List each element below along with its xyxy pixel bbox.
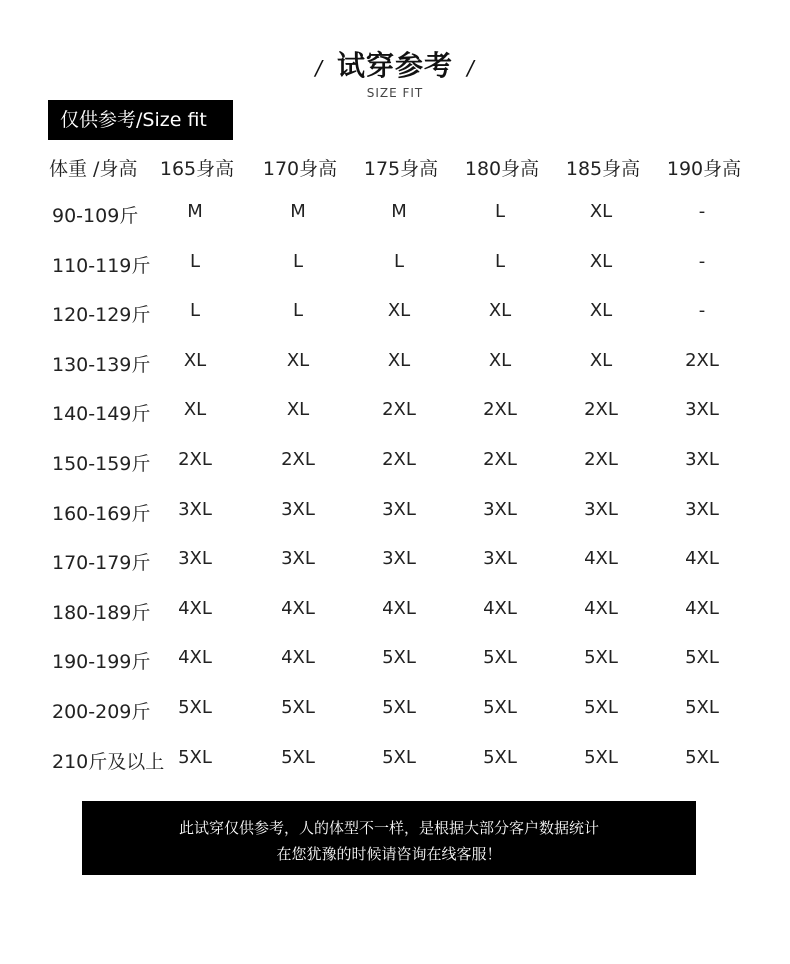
size-value: XL xyxy=(589,349,613,371)
size-value: 5XL xyxy=(584,647,618,669)
size-value: XL xyxy=(286,349,310,371)
size-value: 2XL xyxy=(584,449,618,470)
size-value: XL xyxy=(387,300,411,322)
size-value: 3XL xyxy=(281,498,315,520)
size-value: 5XL xyxy=(382,697,416,718)
height-header: 180身高 xyxy=(464,158,540,180)
weight-label: 140-149斤 xyxy=(52,403,151,426)
size-value: 5XL xyxy=(178,697,212,718)
size-value: 2XL xyxy=(281,449,315,470)
size-value: 5XL xyxy=(281,697,315,718)
size-value: 5XL xyxy=(483,746,517,768)
size-value: - xyxy=(698,300,706,322)
size-value: 4XL xyxy=(382,597,416,619)
size-value: 3XL xyxy=(584,498,618,520)
size-value: 2XL xyxy=(483,399,517,421)
weight-label: 180-189斤 xyxy=(52,601,151,624)
size-value: 5XL xyxy=(584,697,618,718)
notice-line-2: 在您犹豫的时候请咨询在线客服！ xyxy=(276,845,502,863)
size-value: 5XL xyxy=(382,746,416,768)
size-value: L xyxy=(494,250,506,272)
size-value: L xyxy=(189,300,201,322)
size-value: L xyxy=(494,201,506,222)
size-value: L xyxy=(189,250,201,272)
size-value: - xyxy=(698,201,706,222)
height-header: 185身高 xyxy=(565,158,641,180)
size-value: - xyxy=(698,250,706,272)
size-value: 3XL xyxy=(685,399,719,421)
size-value: 4XL xyxy=(178,647,212,669)
height-header: 165身高 xyxy=(159,158,235,180)
size-value: M xyxy=(290,201,306,222)
size-value: 5XL xyxy=(281,746,315,768)
size-value: L xyxy=(393,250,405,272)
size-value: 5XL xyxy=(382,647,416,669)
size-value: XL xyxy=(488,349,512,371)
notice-line-1: 此试穿仅供参考，人的体型不一样，是根据大部分客户数据统计 xyxy=(178,819,599,837)
size-value: M xyxy=(391,201,407,222)
size-value: 3XL xyxy=(382,548,416,570)
size-value: 4XL xyxy=(685,597,719,619)
size-value: 4XL xyxy=(584,597,618,619)
weight-label: 210斤及以上 xyxy=(52,750,165,773)
height-header: 170身高 xyxy=(262,158,338,180)
page-subtitle: SIZE FIT xyxy=(366,86,424,100)
size-value: 2XL xyxy=(584,399,618,421)
weight-label: 160-169斤 xyxy=(52,502,151,525)
weight-label: 110-119斤 xyxy=(52,254,151,277)
title-slash-left: / xyxy=(315,56,323,80)
size-value: 5XL xyxy=(685,697,719,718)
size-value: XL xyxy=(589,201,613,222)
size-value: 2XL xyxy=(382,399,416,421)
size-value: 4XL xyxy=(178,597,212,619)
size-value: L xyxy=(292,250,304,272)
size-value: 3XL xyxy=(281,548,315,570)
size-value: 2XL xyxy=(178,449,212,470)
weight-label: 190-199斤 xyxy=(52,651,151,674)
size-value: 4XL xyxy=(584,548,618,570)
size-value: L xyxy=(292,300,304,322)
weight-label: 170-179斤 xyxy=(52,552,151,575)
size-value: 4XL xyxy=(685,548,719,570)
size-value: 2XL xyxy=(382,449,416,470)
size-value: 5XL xyxy=(483,697,517,718)
height-header: 190身高 xyxy=(666,158,742,180)
weight-label: 90-109斤 xyxy=(52,205,139,227)
size-value: 3XL xyxy=(685,498,719,520)
size-value: XL xyxy=(589,250,613,272)
size-value: 5XL xyxy=(584,746,618,768)
table-corner-header: 体重 /身高 xyxy=(49,158,138,180)
notice-box xyxy=(82,801,696,875)
size-value: M xyxy=(187,201,203,222)
title-slash-right: / xyxy=(467,56,475,80)
size-value: 2XL xyxy=(483,449,517,470)
size-value: 3XL xyxy=(685,449,719,470)
size-value: XL xyxy=(183,399,207,421)
size-value: 3XL xyxy=(483,548,517,570)
page-title-text: 试穿参考 xyxy=(336,49,453,82)
weight-label: 150-159斤 xyxy=(52,453,151,475)
size-value: XL xyxy=(488,300,512,322)
weight-label: 200-209斤 xyxy=(52,701,151,723)
size-value: 3XL xyxy=(178,548,212,570)
size-value: XL xyxy=(387,349,411,371)
weight-label: 130-139斤 xyxy=(52,353,151,376)
size-value: 3XL xyxy=(382,498,416,520)
size-value: 2XL xyxy=(685,349,719,371)
size-value: XL xyxy=(589,300,613,322)
size-value: 3XL xyxy=(483,498,517,520)
size-value: 4XL xyxy=(281,647,315,669)
size-value: 5XL xyxy=(483,647,517,669)
size-value: 4XL xyxy=(483,597,517,619)
reference-label: 仅供参考/Size fit xyxy=(48,100,233,140)
size-value: 5XL xyxy=(685,746,719,768)
size-value: 5XL xyxy=(685,647,719,669)
size-value: 5XL xyxy=(178,746,212,768)
weight-label: 120-129斤 xyxy=(52,304,151,327)
size-value: 4XL xyxy=(281,597,315,619)
size-value: 3XL xyxy=(178,498,212,520)
size-value: XL xyxy=(286,399,310,421)
height-header: 175身高 xyxy=(363,158,439,180)
size-value: XL xyxy=(183,349,207,371)
